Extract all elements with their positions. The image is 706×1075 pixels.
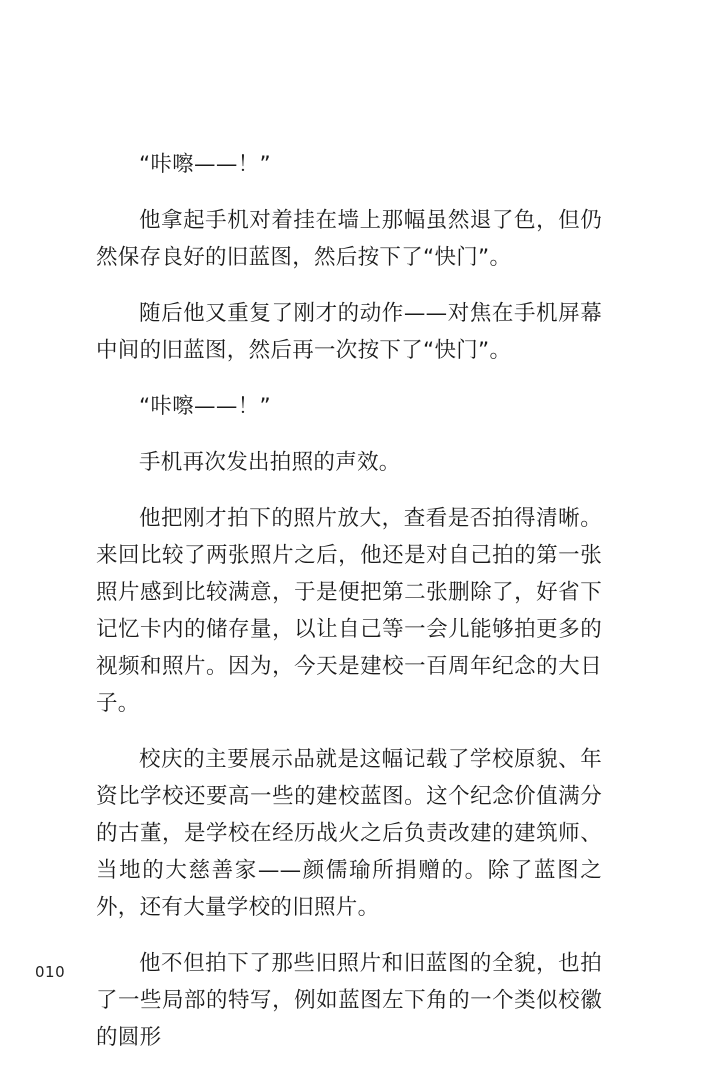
page-number: 010 (35, 963, 66, 981)
paragraph: 他不但拍下了那些旧照片和旧蓝图的全貌，也拍了一些局部的特写，例如蓝图左下角的一个类似校徽的圆形 (96, 951, 602, 1050)
paragraph: “咔嚓——！” (139, 394, 271, 419)
paragraph: “咔嚓——！” (139, 152, 271, 177)
paragraph: 手机再次发出拍照的声效。 (139, 450, 401, 475)
paragraph: 他拿起手机对着挂在墙上那幅虽然退了色，但仍然保存良好的旧蓝图，然后按下了“快门”。 (96, 208, 602, 270)
paragraph: 校庆的主要展示品就是这幅记载了学校原貌、年资比学校还要高一些的建校蓝图。这个纪念价值满分的古董，是学校在经历战火之后负责改建的建筑师、当地的大慈善家——颜儒瑜所捐赠的。除了蓝图之外，还有大量学校的旧照片。 (96, 747, 602, 920)
body-text (96, 146, 602, 1075)
paragraph: 随后他又重复了刚才的动作——对焦在手机屏幕中间的旧蓝图，然后再一次按下了“快门”。 (96, 301, 602, 363)
paragraph: 他把刚才拍下的照片放大，查看是否拍得清晰。来回比较了两张照片之后，他还是对自己拍的第一张照片感到比较满意，于是便把第二张删除了，好省下记忆卡内的储存量，以让自己等一会儿能够拍更多的视频和照片。因为，今天是建校一百周年纪念的大日子。 (96, 506, 602, 716)
